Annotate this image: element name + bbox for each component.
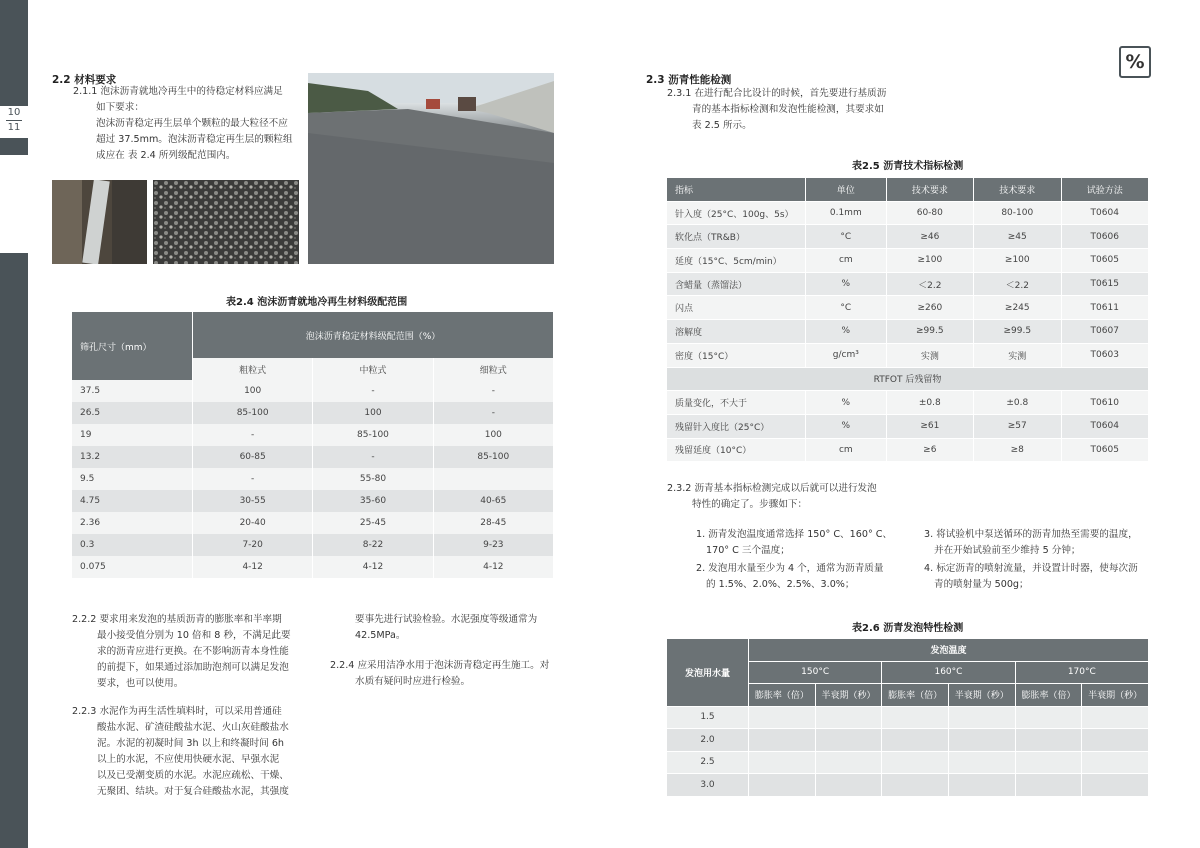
table-header-group: 泡沫沥青稳定材料级配范围（%） xyxy=(193,312,554,358)
sidebar-bar-bottom xyxy=(0,253,28,848)
text-line: 要事先进行试验检验。水泥强度等级通常为 xyxy=(355,614,538,625)
table-cell: 0.075 xyxy=(72,556,193,578)
table-cell: ≥61 xyxy=(886,414,973,438)
section-2-2-heading: 2.2 材料要求 xyxy=(52,74,117,86)
table-cell: - xyxy=(193,424,313,446)
paragraph-2-3-2 xyxy=(667,481,907,513)
table-cell: 软化点（TR&B） xyxy=(667,225,806,249)
table-cell: ≥46 xyxy=(886,225,973,249)
table-2-5 xyxy=(667,178,1149,462)
table-cell: ≥260 xyxy=(886,296,973,320)
table-2-4 xyxy=(72,312,554,578)
table-cell: ≥99.5 xyxy=(886,320,973,344)
table-cell: 质量变化，不大于 xyxy=(667,391,806,415)
table-row xyxy=(72,424,554,446)
table-section-label: RTFOT 后残留物 xyxy=(667,367,1149,391)
table-subheader: 半衰期（秒） xyxy=(1082,684,1149,707)
table-cell: 19 xyxy=(72,424,193,446)
road-photo xyxy=(308,73,554,264)
table-cell: 100 xyxy=(433,424,553,446)
table-cell: 4.75 xyxy=(72,490,193,512)
table-cell: % xyxy=(806,414,887,438)
table-2-6-caption: 表2.6 沥青发泡特性检测 xyxy=(852,623,964,634)
text-line: 3. 将试验机中泵送循环的沥青加热至需要的温度， xyxy=(924,529,1138,540)
text-line: 以及已受潮变质的水泥。水泥应疏松、干燥、 xyxy=(97,770,289,781)
step-1 xyxy=(696,527,916,559)
step-4 xyxy=(924,561,1154,593)
table-header-temp: 170°C xyxy=(1015,661,1148,684)
text-line: 的前提下，如果通过添加助泡剂可以满足发泡 xyxy=(97,662,289,673)
paragraph-2-2-3 xyxy=(72,704,312,800)
text-line: 要求，也可以使用。 xyxy=(97,678,184,689)
text-line: 最小接受值分别为 10 倍和 8 秒，不满足此要 xyxy=(97,630,291,641)
table-row xyxy=(667,438,1149,462)
table-cell: °C xyxy=(806,296,887,320)
table-cell: 溶解度 xyxy=(667,320,806,344)
table-cell: % xyxy=(806,272,887,296)
paragraph-2-2-2 xyxy=(72,612,312,692)
table-row xyxy=(667,296,1149,320)
table-cell: 7-20 xyxy=(193,534,313,556)
table-cell: cm xyxy=(806,438,887,462)
aggregate-graphic xyxy=(153,180,299,264)
table-cell: 2.5 xyxy=(667,751,749,774)
table-cell: 延度（15°C、5cm/min） xyxy=(667,249,806,273)
table-subheader: 细粒式 xyxy=(433,358,553,380)
section-2-3-heading: 2.3 沥青性能检测 xyxy=(646,74,732,86)
table-cell: ≥8 xyxy=(974,438,1061,462)
text-line: 求的沥青应进行更换。在不影响沥青本身性能 xyxy=(97,646,289,657)
table-cell: 25-45 xyxy=(313,512,433,534)
text-line: 酸盐水泥、矿渣硅酸盐水泥、火山灰硅酸盐水 xyxy=(97,722,289,733)
table-cell: 100 xyxy=(193,380,313,402)
table-cell: 9.5 xyxy=(72,468,193,490)
table-row xyxy=(667,751,1149,774)
table-row xyxy=(72,512,554,534)
table-cell: 9-23 xyxy=(433,534,553,556)
table-cell: °C xyxy=(806,225,887,249)
text-line: 2.3.2 沥青基本指标检测完成以后就可以进行发泡 xyxy=(667,483,877,494)
table-row xyxy=(72,402,554,424)
step-3 xyxy=(924,527,1154,559)
table-cell: - xyxy=(433,380,553,402)
table-cell: T0606 xyxy=(1061,225,1149,249)
table-cell: % xyxy=(806,391,887,415)
table-cell: ±0.8 xyxy=(974,391,1061,415)
text-line: 泥。水泥的初凝时间 3h 以上和终凝时间 6h xyxy=(97,738,285,749)
text-line: 并在开始试验前至少维持 5 分钟； xyxy=(934,545,1081,556)
table-row xyxy=(667,774,1149,797)
table-cell: 4-12 xyxy=(433,556,553,578)
table-header-water: 发泡用水量 xyxy=(667,639,749,706)
table-cell: 0.1mm xyxy=(806,201,887,225)
table-cell: 4-12 xyxy=(193,556,313,578)
table-subheader: 半衰期（秒） xyxy=(948,684,1015,707)
text-line: 2. 发泡用水量至少为 4 个，通常为沥青质量 xyxy=(696,563,884,574)
text-line: 泡沫沥青稳定再生层单个颗粒的最大粒径不应 xyxy=(96,118,288,129)
table-cell: ≥6 xyxy=(886,438,973,462)
core-sample-graphic xyxy=(52,180,147,264)
table-cell: ≥100 xyxy=(886,249,973,273)
step-2 xyxy=(696,561,916,593)
table-cell: 20-40 xyxy=(193,512,313,534)
text-line: 170° C 三个温度； xyxy=(706,545,790,556)
table-cell: T0610 xyxy=(1061,391,1149,415)
table-2-5-caption: 表2.5 沥青技术指标检测 xyxy=(852,161,964,172)
table-header: 单位 xyxy=(806,178,887,201)
table-cell: 35-60 xyxy=(313,490,433,512)
text-line: 2.2.2 要求用来发泡的基质沥青的膨胀率和半率期 xyxy=(72,614,282,625)
table-cell: 85-100 xyxy=(313,424,433,446)
table-cell: T0607 xyxy=(1061,320,1149,344)
table-cell: 闪点 xyxy=(667,296,806,320)
table-row xyxy=(667,320,1149,344)
table-row xyxy=(72,380,554,402)
table-2-4-caption: 表2.4 泡沫沥青就地冷再生材料级配范围 xyxy=(226,297,408,308)
table-row xyxy=(667,729,1149,752)
table-cell: 100 xyxy=(313,402,433,424)
table-cell: ±0.8 xyxy=(886,391,973,415)
table-header: 指标 xyxy=(667,178,806,201)
table-cell: T0605 xyxy=(1061,438,1149,462)
table-row xyxy=(667,225,1149,249)
table-header-group: 发泡温度 xyxy=(749,639,1149,661)
table-row xyxy=(667,391,1149,415)
table-cell: g/cm³ xyxy=(806,343,887,367)
paragraph-2-2-4 xyxy=(330,658,570,690)
table-header: 技术要求 xyxy=(974,178,1061,201)
paragraph-2-2-3-continued xyxy=(355,612,565,644)
table-cell: T0611 xyxy=(1061,296,1149,320)
table-subheader: 膨胀率（倍） xyxy=(882,684,949,707)
text-line: 2.2.4 应采用洁净水用于泡沫沥青稳定再生施工。对 xyxy=(330,660,550,671)
core-sample-photo xyxy=(52,180,147,264)
table-cell: 55-80 xyxy=(313,468,433,490)
table-cell: 残留延度（10°C） xyxy=(667,438,806,462)
table-cell: 30-55 xyxy=(193,490,313,512)
table-cell: 80-100 xyxy=(974,201,1061,225)
text-line: 水质有疑问时应进行检验。 xyxy=(355,676,471,687)
table-cell: - xyxy=(313,446,433,468)
table-cell: ＜2.2 xyxy=(974,272,1061,296)
table-row xyxy=(72,468,554,490)
table-cell: % xyxy=(806,320,887,344)
table-cell: ≥99.5 xyxy=(974,320,1061,344)
table-cell: T0615 xyxy=(1061,272,1149,296)
text-line: 成应在 表 2.4 所列级配范围内。 xyxy=(96,150,236,161)
text-line: 2.1.1 泡沫沥青就地冷再生中的待稳定材料应满足 xyxy=(73,86,283,97)
table-cell: 8-22 xyxy=(313,534,433,556)
table-cell: 残留针入度比（25°C） xyxy=(667,414,806,438)
table-row xyxy=(667,414,1149,438)
text-line: 青的基本指标检测和发泡性能检测，其要求如 xyxy=(692,104,884,115)
table-row xyxy=(667,201,1149,225)
table-subheader: 半衰期（秒） xyxy=(815,684,882,707)
table-cell: 针入度（25°C、100g、5s） xyxy=(667,201,806,225)
table-cell: T0604 xyxy=(1061,414,1149,438)
table-row xyxy=(667,272,1149,296)
table-cell: 0.3 xyxy=(72,534,193,556)
text-line: 1. 沥青发泡温度通常选择 150° C、160° C、 xyxy=(696,529,893,540)
text-line: 青的喷射量为 500g； xyxy=(934,579,1029,590)
table-cell: 85-100 xyxy=(193,402,313,424)
table-subheader: 中粒式 xyxy=(313,358,433,380)
table-cell: - xyxy=(433,402,553,424)
table-header-sieve: 筛孔尺寸（mm） xyxy=(72,312,193,380)
table-cell: ≥245 xyxy=(974,296,1061,320)
page-number xyxy=(0,106,28,138)
table-cell: 密度（15°C） xyxy=(667,343,806,367)
table-cell: 60-85 xyxy=(193,446,313,468)
table-cell: cm xyxy=(806,249,887,273)
table-cell: T0604 xyxy=(1061,201,1149,225)
table-cell: 28-45 xyxy=(433,512,553,534)
page-number-left: 10 xyxy=(6,106,22,121)
text-line: 特性的确定了。步骤如下： xyxy=(692,499,808,510)
text-line: 2.3.1 在进行配合比设计的时候，首先要进行基质沥 xyxy=(667,88,887,99)
table-cell: 60-80 xyxy=(886,201,973,225)
text-line: 2.2.3 水泥作为再生活性填料时，可以采用普通硅 xyxy=(72,706,282,717)
table-cell: 40-65 xyxy=(433,490,553,512)
table-cell: 37.5 xyxy=(72,380,193,402)
table-subheader: 膨胀率（倍） xyxy=(749,684,816,707)
table-header: 试验方法 xyxy=(1061,178,1149,201)
text-line: 超过 37.5mm。泡沫沥青稳定再生层的颗粒组 xyxy=(96,134,293,145)
text-line: 无聚团、结块。对于复合硅酸盐水泥，其强度 xyxy=(97,786,289,797)
table-cell: ≥45 xyxy=(974,225,1061,249)
table-row xyxy=(667,706,1149,729)
road-photo-graphic xyxy=(308,73,554,264)
table-cell: 4-12 xyxy=(313,556,433,578)
text-line: 的 1.5%、2.0%、2.5%、3.0%； xyxy=(706,579,855,590)
table-subheader: 膨胀率（倍） xyxy=(1015,684,1082,707)
text-line: 以上的水泥，不应使用快硬水泥、早强水泥 xyxy=(97,754,280,765)
table-cell: ＜2.2 xyxy=(886,272,973,296)
table-cell: ≥100 xyxy=(974,249,1061,273)
table-row xyxy=(72,556,554,578)
table-row xyxy=(667,343,1149,367)
table-cell: 13.2 xyxy=(72,446,193,468)
table-cell: 26.5 xyxy=(72,402,193,424)
table-cell: 含蜡量（蒸馏法） xyxy=(667,272,806,296)
table-row xyxy=(72,446,554,468)
table-cell: - xyxy=(193,468,313,490)
table-2-6 xyxy=(667,639,1149,797)
table-header-temp: 150°C xyxy=(749,661,882,684)
table-cell: - xyxy=(313,380,433,402)
table-cell xyxy=(433,468,553,490)
table-cell: 实测 xyxy=(974,343,1061,367)
table-cell: 85-100 xyxy=(433,446,553,468)
paragraph-2-1-1 xyxy=(73,84,305,164)
table-row xyxy=(667,249,1149,273)
table-cell: 实测 xyxy=(886,343,973,367)
table-header: 技术要求 xyxy=(886,178,973,201)
table-cell: 2.0 xyxy=(667,729,749,752)
table-header-temp: 160°C xyxy=(882,661,1015,684)
aggregate-photo xyxy=(153,180,299,264)
table-section-row xyxy=(667,367,1149,391)
text-line: 表 2.5 所示。 xyxy=(692,120,752,131)
table-row xyxy=(72,490,554,512)
table-cell: ≥57 xyxy=(974,414,1061,438)
paragraph-2-3-1 xyxy=(667,86,907,134)
text-line: 42.5MPa。 xyxy=(355,630,406,641)
table-cell: 3.0 xyxy=(667,774,749,797)
text-line: 如下要求： xyxy=(96,102,144,113)
text-line: 4. 标定沥青的喷射流量，并设置计时器，使每次沥 xyxy=(924,563,1138,574)
table-subheader: 粗粒式 xyxy=(193,358,313,380)
page-number-right: 11 xyxy=(7,122,21,133)
table-cell: 2.36 xyxy=(72,512,193,534)
table-cell: T0605 xyxy=(1061,249,1149,273)
table-cell: T0603 xyxy=(1061,343,1149,367)
percent-icon: % xyxy=(1119,46,1151,78)
table-row xyxy=(72,534,554,556)
table-cell: 1.5 xyxy=(667,706,749,729)
